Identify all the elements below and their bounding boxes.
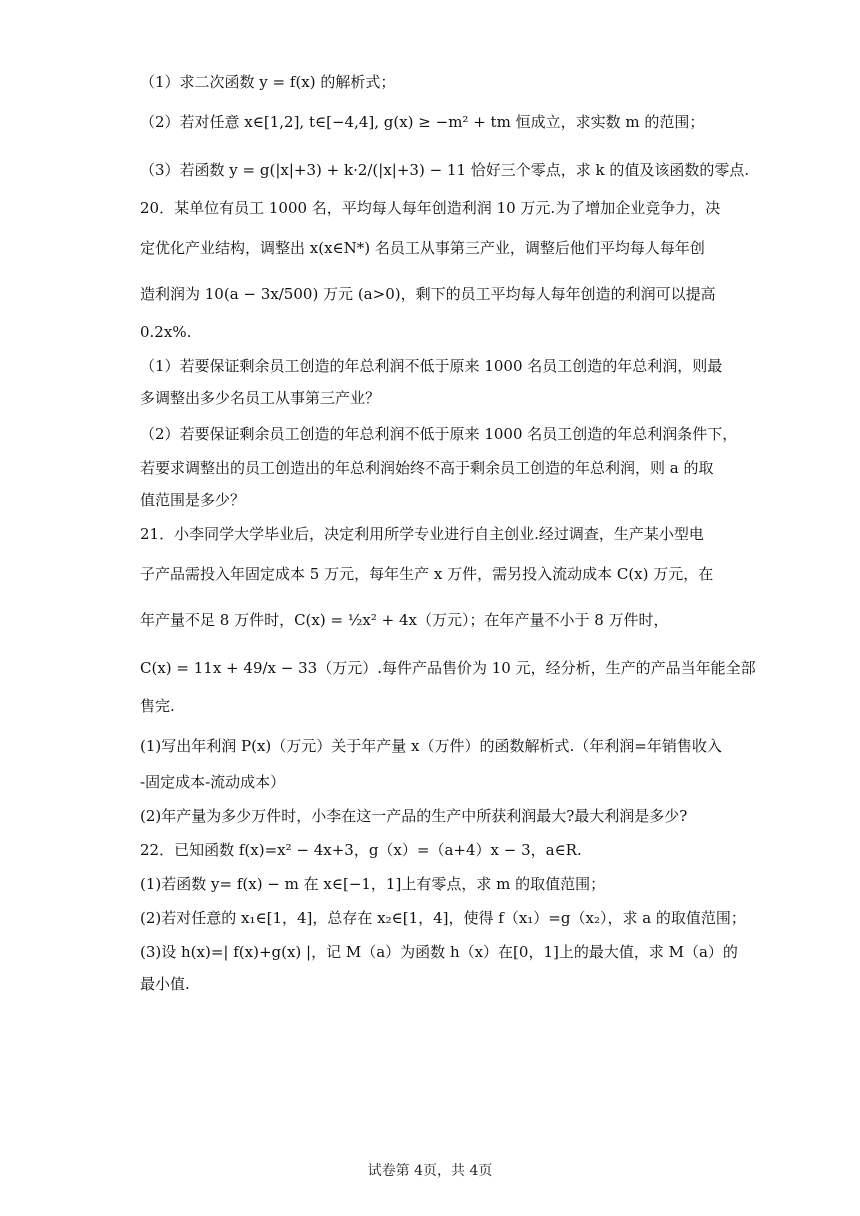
q19-part3: （3）若函数 y = g(|x|+3) + k·2/(|x|+3) − 11 恰好三个零点，求 k 的值及该函数的零点. [140,161,750,179]
q20-line2: 定优化产业结构，调整出 x(x∈N*) 名员工从事第三产业，调整后他们平均每人每年创 [140,239,705,257]
q22-line1: 22．已知函数 f(x)=x² − 4x+3，g（x）=（a+4）x − 3，a∈R. [140,841,582,859]
q20-line3: 造利润为 10(a − 3x/500) 万元 (a>0)，剩下的员工平均每人每年创造的利润可以提高 [140,285,716,303]
q20-line4: 0.2x%. [140,323,192,341]
q21-line3: 年产量不足 8 万件时，C(x) = ½x² + 4x（万元）；在年产量不小于 8 万件时， [140,611,669,629]
q21-line4: C(x) = 11x + 49/x − 33（万元）.每件产品售价为 10 元，经分析，生产的产品当年能全部 [140,659,756,677]
q21-line1: 21．小李同学大学毕业后，决定利用所学专业进行自主创业.经过调查，生产某小型电 [140,525,704,543]
q21-line2: 子产品需投入年固定成本 5 万元，每年生产 x 万件，需另投入流动成本 C(x) 万元，在 [140,565,714,583]
q20-line1: 20．某单位有员工 1000 名，平均每人每年创造利润 10 万元.为了增加企业竞争力，决 [140,199,721,217]
q19-part2: （2）若对任意 x∈[1,2], t∈[−4,4], g(x) ≥ −m² + tm 恒成立，求实数 m 的范围； [140,113,705,131]
page-footer: 试卷第 4页，共 4页 [367,1163,493,1179]
q21-part1-line1: (1)写出年利润 P(x)（万元）关于年产量 x（万件）的函数解析式.（年利润=年销售收入 [140,737,722,755]
q21-part1-line2: -固定成本-流动成本） [140,773,286,791]
q22-part2: (2)若对任意的 x₁∈[1，4]，总存在 x₂∈[1，4]，使得 f（x₁）=g（x₂），求 a 的取值范围； [140,909,746,927]
q20-part2-line2: 若要求调整出的员工创造出的年总利润始终不高于剩余员工创造的年总利润，则 a 的取 [140,459,714,477]
q22-part3-line1: (3)设 h(x)=| f(x)+g(x) |，记 M（a）为函数 h（x）在[0，1]上的最大值，求 M（a）的 [140,943,738,961]
q20-part2-line1: （2）若要保证剩余员工创造的年总利润不低于原来 1000 名员工创造的年总利润条件下， [140,425,738,443]
q19-part1: （1）求二次函数 y = f(x) 的解析式； [140,73,396,91]
q22-part3-line2: 最小值. [140,975,190,993]
q20-part1-line2: 多调整出多少名员工从事第三产业？ [140,389,381,407]
q22-part1: (1)若函数 y= f(x) − m 在 x∈[−1，1]上有零点，求 m 的取值范围； [140,875,606,893]
q20-part2-line3: 值范围是多少？ [140,491,246,509]
q20-part1-line1: （1）若要保证剩余员工创造的年总利润不低于原来 1000 名员工创造的年总利润，则最 [140,357,723,375]
q21-line5: 售完. [140,697,175,715]
q21-part2: (2)年产量为多少万件时，小李在这一产品的生产中所获利润最大?最大利润是多少? [140,807,688,825]
